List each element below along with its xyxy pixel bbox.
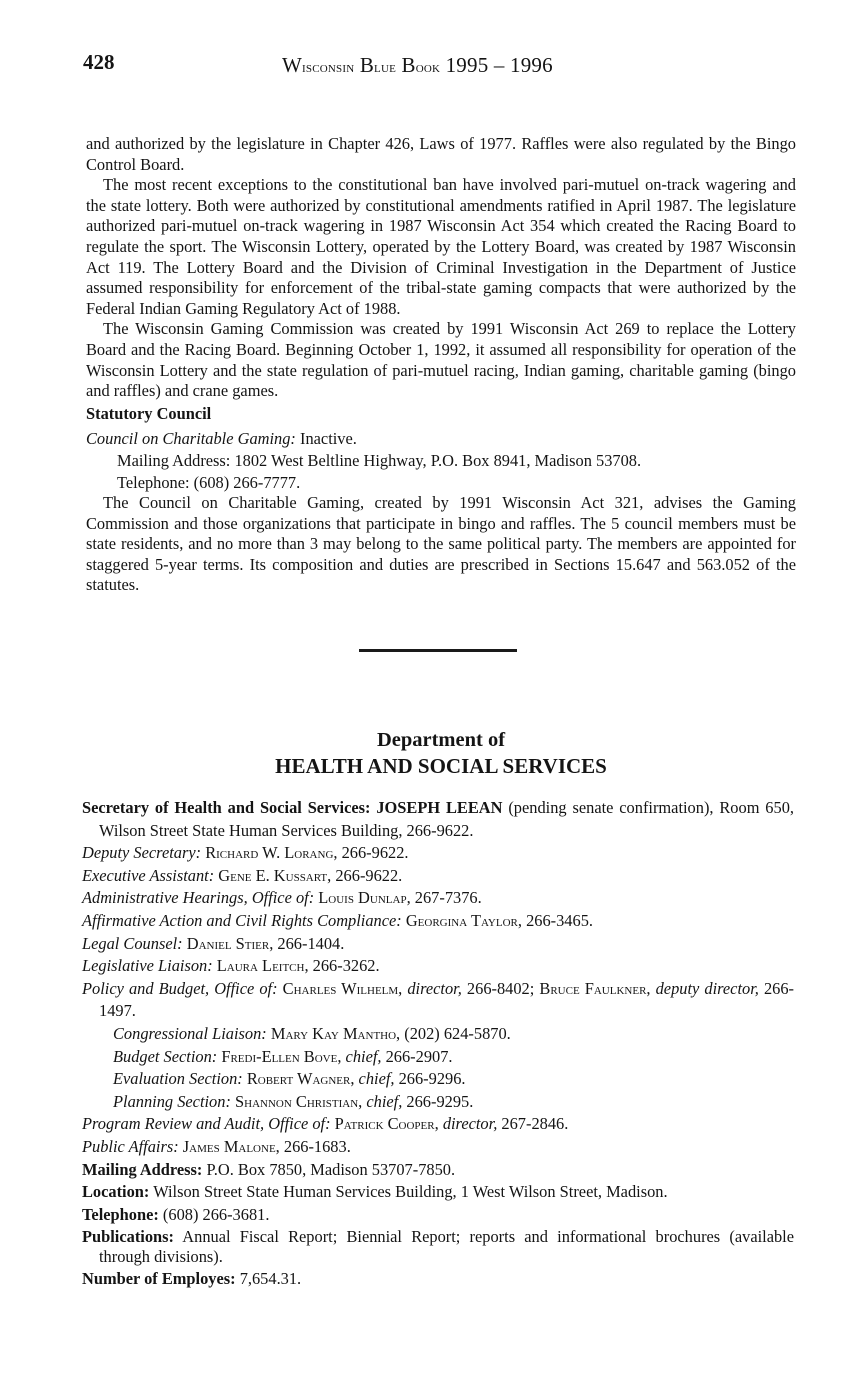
policy-entry: Policy and Budget, Office of: Charles Wilhelm, director, 266-8402; Bruce Faulkner, deputy director, 266-1497. <box>82 978 794 1021</box>
paragraph: The Council on Charitable Gaming, created by 1991 Wisconsin Act 321, advises the Gaming Commission and those organizations that participate in bingo and raffles. The 5 council members must be state residents, and no more than 3 may belong to the same political party. The members are appointed for staggered 5-year terms. Its composition and duties are prescribed in Sections 15.647 and 563.052 of the statutes. <box>86 493 796 595</box>
council-status: Inactive. <box>295 429 357 449</box>
public-affairs-entry <box>82 1136 794 1159</box>
entry-title: director, <box>442 1114 498 1134</box>
field-label: Telephone: <box>82 1204 159 1224</box>
directory-entry <box>82 910 794 933</box>
entry-name: Gene E. Kussart <box>218 865 328 885</box>
field-label: Number of Employes: <box>82 1269 236 1289</box>
entry-title: deputy director, <box>655 978 759 998</box>
entry-detail: , 266-1404. <box>269 933 345 953</box>
entry-name: Louis Dunlap <box>318 888 407 908</box>
field-value: P.O. Box 7850, Madison 53707-7850. <box>202 1159 456 1179</box>
entry-detail: 266-2907. <box>381 1046 453 1066</box>
entry-detail: 267-2846. <box>497 1114 569 1134</box>
title-sc: ook <box>415 59 441 76</box>
field-value: Wilson Street State Human Services Building, 1 West Wilson Street, Madison. <box>149 1182 668 1202</box>
field-value: 7,654.31. <box>235 1269 302 1289</box>
employees <box>82 1268 794 1291</box>
entry-role: Policy and Budget, Office of: <box>82 978 278 998</box>
entry-role: Deputy Secretary: <box>82 843 202 863</box>
entry-name: Mary Kay Mantho <box>270 1023 397 1043</box>
entry-name: Bruce Faulkner <box>539 978 647 998</box>
entry-role: Budget Section: <box>113 1046 218 1066</box>
entry-name: Georgina Taylor <box>405 910 518 930</box>
entry-detail: , 266-3262. <box>304 956 380 976</box>
entry-name: Richard W. Lorang <box>205 843 334 863</box>
title-sc: lue <box>374 59 397 76</box>
entry-detail: , 266-3465. <box>517 910 593 930</box>
directory-entry <box>82 842 794 865</box>
policy-sub-entry <box>82 1023 794 1046</box>
department-title <box>86 727 796 779</box>
section-divider <box>359 649 517 652</box>
entry-name: Laura Leitch <box>216 956 305 976</box>
secretary-note: (pending senate confirmation), Room 650, Wilson Street State Human Services Building, 266-9622. <box>99 798 794 840</box>
paragraph: The Wisconsin Gaming Commission was created by 1991 Wisconsin Act 269 to replace the Lottery Board and the Racing Board. Beginning October 1, 1992, it assumed all responsibility for operation of the Wisconsin Lottery and the state regulation of pari-mutuel racing, Indian gaming, charitable gaming (bingo and raffles) and crane games. <box>86 319 796 401</box>
council-phone: Telephone: (608) 266-7777. <box>117 472 301 492</box>
council-mailing: Mailing Address: 1802 West Beltline Highway, P.O. Box 8941, Madison 53708. <box>117 450 642 470</box>
entry-role: Evaluation Section: <box>113 1069 243 1089</box>
entry-role: Public Affairs: <box>82 1136 179 1156</box>
entry-role: Legislative Liaison: <box>82 956 213 976</box>
title-cap: W <box>282 53 303 77</box>
entry-detail: , 266-1683. <box>275 1136 351 1156</box>
entry-detail: 266-1497. <box>99 978 794 1021</box>
field-label: Location: <box>82 1182 150 1202</box>
directory-entry <box>82 887 794 910</box>
title-cap: B <box>359 53 375 77</box>
entry-role: Legal Counsel: <box>82 933 183 953</box>
field-label: Publications: <box>82 1227 174 1247</box>
entry-role: Executive Assistant: <box>82 865 215 885</box>
department-line1: Department of <box>376 729 506 751</box>
entry-name: Daniel Stier <box>186 933 270 953</box>
telephone <box>82 1204 794 1227</box>
entry-role: Affirmative Action and Civil Rights Compliance: <box>82 910 402 930</box>
gaming-section <box>86 134 796 596</box>
running-title <box>282 53 553 78</box>
secretary-label: Secretary of Health and Social Services: JOSEPH LEEAN <box>82 798 503 817</box>
entry-detail: , (202) 624-5870. <box>396 1023 511 1043</box>
entry-role: Program Review and Audit, Office of: <box>82 1114 331 1134</box>
paragraph: The most recent exceptions to the constitutional ban have involved pari-mutuel on-track wagering and the state lottery. Both were authorized by constitutional amendments ratified in April 1987. The legislature authorized pari-mutuel on-track wagering in 1987 Wisconsin Act 354 which created the Racing Board to regulate the sport. The Wisconsin Lottery, operated by the Lottery Board, was created by 1987 Wisconsin Act 119. The Lottery Board and the Division of Criminal Investigation in the Department of Justice assumed responsibility for enforcement of the tribal-state gaming compacts that were authorized by the Federal Indian Gaming Regulatory Act of 1988. <box>86 175 796 318</box>
council-line <box>86 429 796 450</box>
entry-title: chief, <box>358 1069 395 1089</box>
policy-sub-entry: Evaluation Section: Robert Wagner, chief, 266-9296. <box>113 1069 466 1089</box>
entry-detail: , 266-9622. <box>327 865 403 885</box>
secretary-entry <box>82 797 794 842</box>
directory-entry <box>82 865 794 888</box>
entry-name: Robert Wagner <box>246 1069 351 1089</box>
entry-name: James Malone <box>182 1136 276 1156</box>
title-years: 1995 – 1996 <box>445 53 553 77</box>
directory-entry <box>82 955 794 978</box>
entry-detail: 266-9295. <box>402 1091 474 1111</box>
council-name: Council on Charitable Gaming: <box>86 429 296 449</box>
publications <box>82 1227 794 1267</box>
entry-title: chief, <box>366 1091 403 1111</box>
entry-role: Planning Section: <box>113 1091 231 1111</box>
field-value: Annual Fiscal Report; Biennial Report; reports and informational brochures (available through divisions). <box>99 1227 794 1267</box>
section-heading: Statutory Council <box>86 403 212 423</box>
entry-role: Congressional Liaison: <box>113 1023 267 1043</box>
title-cap: B <box>401 53 416 77</box>
page-number: 428 <box>83 50 115 74</box>
entry-detail: , 266-9622. <box>333 843 409 863</box>
department-line2: HEALTH AND SOCIAL SERVICES <box>275 754 607 778</box>
entry-detail: , 267-7376. <box>406 888 482 908</box>
entry-name: Charles Wilhelm <box>282 978 399 998</box>
entry-detail: 266-8402; <box>461 978 540 998</box>
mailing-address <box>82 1159 794 1182</box>
location <box>82 1181 794 1204</box>
field-label: Mailing Address: <box>82 1159 203 1179</box>
program-review-entry: Program Review and Audit, Office of: Patrick Cooper, director, 267-2846. <box>82 1114 569 1134</box>
entry-role: Administrative Hearings, Office of: <box>82 888 315 908</box>
entry-name: Fredi-Ellen Bove <box>221 1046 338 1066</box>
entry-detail: 266-9296. <box>394 1069 466 1089</box>
entry-name: Shannon Christian <box>235 1091 359 1111</box>
field-value: (608) 266-3681. <box>158 1204 270 1224</box>
policy-sub-entry: Budget Section: Fredi-Ellen Bove, chief, 266-2907. <box>113 1046 453 1066</box>
directory-entry <box>82 933 794 956</box>
entry-name: Patrick Cooper <box>334 1114 435 1134</box>
entry-title: director, <box>407 978 462 998</box>
title-sc: isconsin <box>302 59 355 76</box>
directory <box>82 797 794 1291</box>
policy-sub-entry: Planning Section: Shannon Christian, chief, 266-9295. <box>113 1091 474 1111</box>
paragraph: and authorized by the legislature in Chapter 426, Laws of 1977. Raffles were also regulated by the Bingo Control Board. <box>86 134 796 174</box>
entry-title: chief, <box>345 1046 382 1066</box>
